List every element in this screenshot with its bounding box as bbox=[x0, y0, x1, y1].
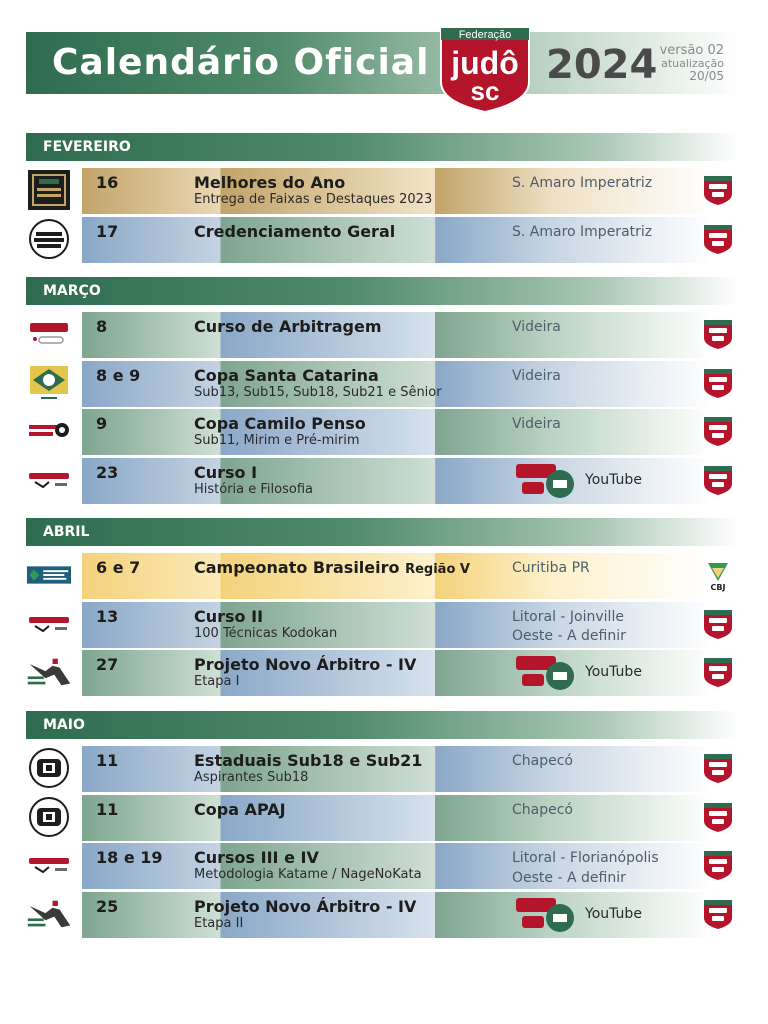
event-band bbox=[82, 312, 712, 358]
event-title-text: Credenciamento Geral bbox=[194, 221, 396, 241]
event-row bbox=[26, 746, 738, 792]
event-row bbox=[26, 458, 738, 504]
event-date: 25 bbox=[96, 896, 119, 916]
event-date: 8 e 9 bbox=[96, 365, 141, 385]
update-label: atualização bbox=[661, 57, 724, 71]
event-date: 13 bbox=[96, 606, 119, 626]
event-date: 17 bbox=[96, 221, 119, 241]
event-location-line: Videira bbox=[512, 416, 561, 432]
event-title bbox=[194, 414, 366, 433]
event-subtitle: Etapa II bbox=[194, 915, 244, 931]
event-date: 11 bbox=[96, 799, 119, 819]
youtube-link[interactable]: YouTube bbox=[585, 471, 642, 488]
event-location bbox=[512, 367, 561, 387]
cbj-logo-icon bbox=[702, 559, 734, 591]
judo-sc-logo-icon bbox=[702, 415, 734, 447]
event-location bbox=[512, 174, 652, 194]
event-row bbox=[26, 361, 738, 407]
event-location bbox=[512, 415, 561, 435]
event-title-text: Curso I bbox=[194, 462, 258, 482]
event-title-text: Melhores do Ano bbox=[194, 173, 346, 192]
event-band bbox=[82, 795, 712, 841]
judo-sc-logo-icon bbox=[702, 752, 734, 784]
event-location bbox=[512, 849, 659, 888]
event-subtitle: Sub13, Sub15, Sub18, Sub21 e Sênior bbox=[194, 384, 442, 400]
judo-sc-tv-logo-icon bbox=[516, 896, 576, 934]
event-location bbox=[512, 752, 573, 772]
event-subtitle: Etapa I bbox=[194, 674, 240, 689]
event-row bbox=[26, 795, 738, 841]
event-location-line: S. Amaro Imperatriz bbox=[512, 223, 653, 240]
event-subtitle: História e Filosofia bbox=[194, 481, 313, 497]
credenciamento-seal-icon bbox=[26, 218, 72, 260]
month-header-2: ABRIL bbox=[26, 518, 738, 546]
judo-sc-cursos-icon bbox=[26, 313, 72, 355]
graduacao-icon bbox=[26, 603, 72, 645]
event-title bbox=[194, 655, 416, 674]
event-location-line: Litoral - Florianópolis bbox=[512, 850, 659, 866]
melhores-do-ano-icon bbox=[26, 169, 72, 211]
youtube-link[interactable]: YouTube bbox=[585, 664, 642, 680]
event-row bbox=[26, 843, 738, 889]
event-row bbox=[26, 892, 738, 938]
event-title bbox=[194, 800, 286, 819]
event-title-text: Projeto Novo Árbitro - IV bbox=[194, 896, 417, 916]
event-location bbox=[512, 318, 561, 338]
event-title bbox=[194, 173, 345, 192]
event-location bbox=[512, 608, 626, 647]
version-info bbox=[650, 44, 724, 84]
event-subtitle: Sub11, Mirim e Pré-mirim bbox=[194, 433, 360, 448]
event-subtitle: 100 Técnicas Kodokan bbox=[194, 625, 338, 641]
copa-santa-catarina-icon bbox=[26, 362, 72, 404]
event-title-text: Copa Santa Catarina bbox=[194, 365, 379, 385]
event-location bbox=[512, 559, 590, 579]
judo-sc-tv-logo-icon bbox=[516, 462, 576, 500]
event-title-text: Projeto Novo Árbitro - IV bbox=[194, 655, 417, 674]
event-title-region: Região V bbox=[405, 562, 470, 577]
event-title bbox=[194, 751, 422, 770]
event-title bbox=[194, 607, 263, 626]
judo-sc-logo-icon bbox=[702, 464, 734, 496]
judo-sc-logo-icon bbox=[702, 898, 734, 930]
judo-sc-logo-icon bbox=[702, 223, 734, 255]
month-header-3: MAIO bbox=[26, 711, 738, 739]
judo-sc-logo-icon bbox=[702, 608, 734, 640]
year-label: 2024 bbox=[546, 42, 658, 88]
event-row bbox=[26, 312, 738, 358]
event-date: 18 e 19 bbox=[96, 848, 163, 867]
event-row bbox=[26, 602, 738, 648]
event-location-line: Curitiba PR bbox=[512, 560, 590, 576]
event-location-line: Videira bbox=[512, 367, 561, 384]
event-title-text: Campeonato Brasileiro bbox=[194, 558, 400, 577]
svg-text:judô: judô bbox=[451, 45, 519, 81]
judo-sc-tv-logo-icon bbox=[516, 654, 576, 692]
svg-text:sc: sc bbox=[470, 76, 500, 106]
event-date: 9 bbox=[96, 414, 108, 433]
event-date: 27 bbox=[96, 655, 119, 674]
event-location bbox=[512, 223, 652, 243]
event-location-line: Chapecó bbox=[512, 753, 573, 769]
event-title bbox=[194, 222, 395, 241]
month-header-0: FEVEREIRO bbox=[26, 133, 738, 161]
judo-sc-logo-icon bbox=[702, 367, 734, 399]
event-title-text: Copa Camilo Penso bbox=[194, 414, 366, 433]
event-date: 11 bbox=[96, 751, 119, 770]
judo-sc-logo-icon bbox=[702, 849, 734, 881]
version-label: versão 02 bbox=[659, 43, 724, 58]
copa-camilo-penso-icon bbox=[26, 410, 72, 452]
event-row bbox=[26, 168, 738, 214]
event-location-line: Oeste - A definir bbox=[512, 628, 626, 645]
circuito-estadual-icon bbox=[26, 747, 72, 789]
event-subtitle: Metodologia Katame / NageNoKata bbox=[194, 867, 422, 882]
org-label: CBJ bbox=[710, 583, 726, 592]
event-band bbox=[82, 361, 712, 407]
judo-sc-logo-icon bbox=[702, 174, 734, 206]
event-location bbox=[512, 801, 573, 821]
event-title bbox=[194, 848, 319, 867]
graduacao-icon bbox=[26, 844, 72, 886]
event-title bbox=[194, 366, 379, 385]
event-date: 6 e 7 bbox=[96, 558, 141, 577]
novo-arbitro-icon bbox=[26, 893, 72, 935]
event-title-text: Curso de Arbitragem bbox=[194, 317, 382, 336]
federacao-judo-sc-logo-icon bbox=[437, 24, 533, 114]
judo-sc-logo-icon bbox=[702, 318, 734, 350]
event-title bbox=[194, 558, 470, 577]
event-date: 16 bbox=[96, 173, 119, 192]
event-subtitle: Aspirantes Sub18 bbox=[194, 770, 309, 785]
event-location-line: Videira bbox=[512, 319, 561, 335]
event-title-text: Curso II bbox=[194, 606, 264, 626]
event-date: 8 bbox=[96, 317, 108, 336]
campeonato-brasileiro-icon bbox=[26, 554, 72, 596]
event-row bbox=[26, 650, 738, 696]
event-title-text: Copa APAJ bbox=[194, 799, 286, 819]
event-location-line: Litoral - Joinville bbox=[512, 608, 624, 625]
judo-sc-logo-icon bbox=[702, 656, 734, 688]
event-band bbox=[82, 409, 712, 455]
event-location-line: S. Amaro Imperatriz bbox=[512, 175, 653, 191]
novo-arbitro-icon bbox=[26, 651, 72, 693]
svg-text:Federação: Federação bbox=[458, 29, 512, 41]
event-title-text: Cursos III e IV bbox=[194, 848, 319, 867]
event-location-line: Oeste - A definir bbox=[512, 869, 626, 886]
event-subtitle: Entrega de Faixas e Destaques 2023 bbox=[194, 192, 433, 207]
event-title bbox=[194, 897, 416, 916]
event-row bbox=[26, 217, 738, 263]
youtube-link[interactable]: YouTube bbox=[585, 905, 642, 922]
page-title: Calendário Oficial bbox=[52, 42, 430, 83]
event-row bbox=[26, 409, 738, 455]
judo-sc-logo-icon bbox=[702, 801, 734, 833]
event-title bbox=[194, 317, 382, 336]
event-row bbox=[26, 553, 738, 599]
event-title-text: Estaduais Sub18 e Sub21 bbox=[194, 751, 423, 770]
circuito-estadual-icon bbox=[26, 796, 72, 838]
event-title bbox=[194, 463, 257, 482]
event-location-line: Chapecó bbox=[512, 801, 573, 818]
month-header-1: MARÇO bbox=[26, 277, 738, 305]
event-date: 23 bbox=[96, 462, 119, 482]
graduacao-icon bbox=[26, 459, 72, 501]
update-date: 20/05 bbox=[689, 69, 724, 84]
